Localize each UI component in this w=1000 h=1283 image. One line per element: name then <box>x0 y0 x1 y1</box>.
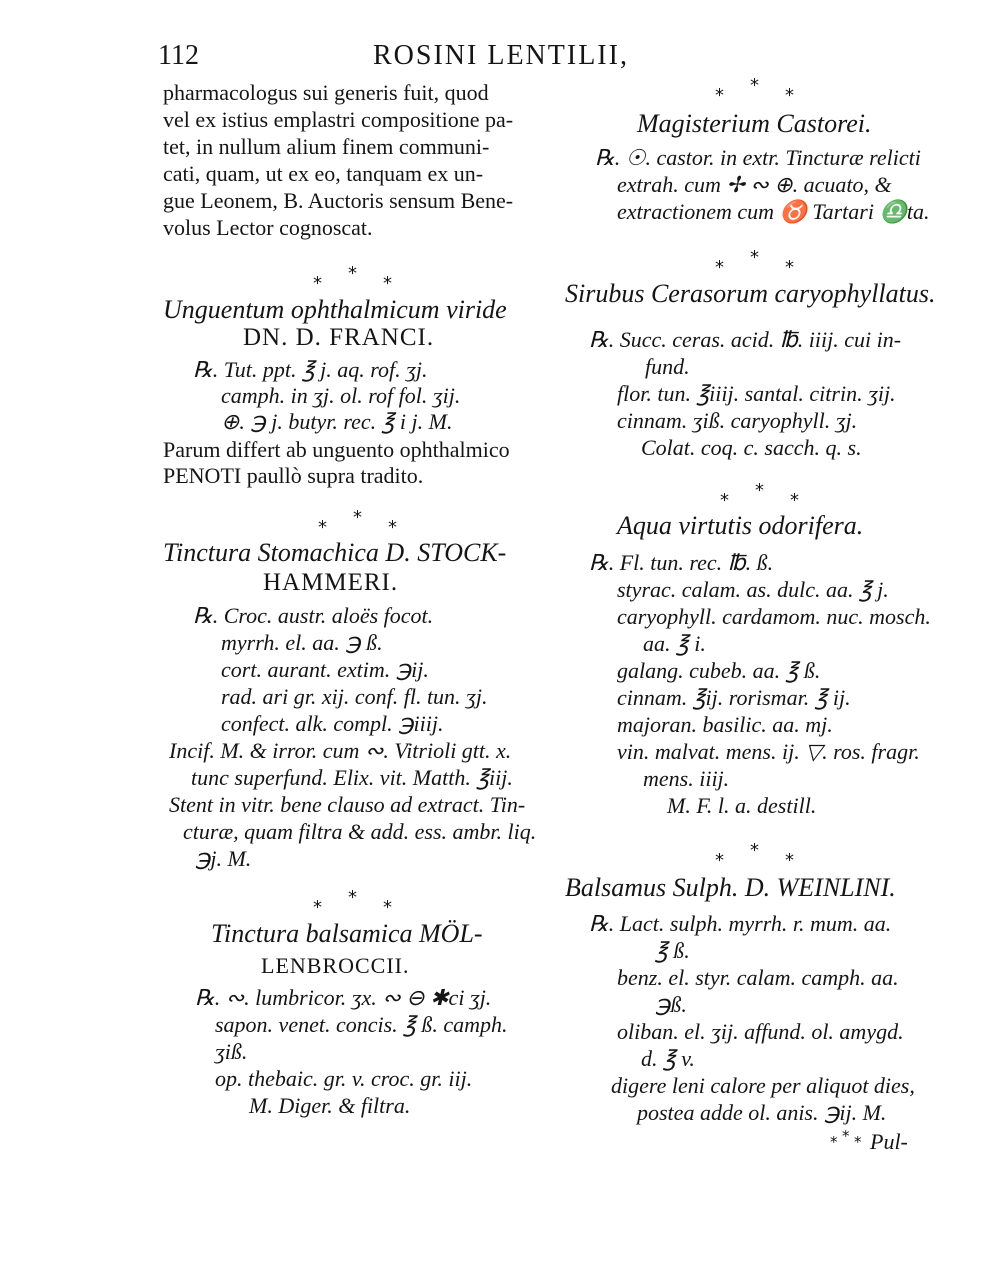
recipe-line: ℞. Succ. ceras. acid. ℔. iiij. cui in- <box>589 327 902 352</box>
recipe-note: PENOTI paullò supra tradito. <box>163 463 424 488</box>
recipe-line: camph. in ʒj. ol. rof fol. ʒij. <box>221 383 461 408</box>
recipe-line: aa. ℥ i. <box>643 631 706 656</box>
recipe-line: rad. ari gr. xij. conf. fl. tun. ʒj. <box>221 684 488 709</box>
recipe-line: M. F. l. a. destill. <box>667 793 817 818</box>
recipe-line: confect. alk. compl. ℈iiij. <box>221 711 444 736</box>
recipe-line: majoran. basilic. aa. mj. <box>617 712 833 737</box>
recipe-title: Unguentum ophthalmicum viride <box>163 295 507 324</box>
recipe-line: ℈j. M. <box>195 846 252 871</box>
recipe-title: Magisterium Castorei. <box>637 109 872 138</box>
recipe-note: Parum differt ab unguento ophthalmico <box>163 437 510 462</box>
recipe-line: sapon. venet. concis. ℥ ß. camph. <box>215 1012 508 1037</box>
recipe-line: ʒiß. <box>215 1039 248 1064</box>
intro-line: tet, in nullum alium finem communi- <box>163 134 490 159</box>
recipe-line: d. ℥ v. <box>641 1046 695 1071</box>
recipe-line: mens. iiij. <box>643 766 730 791</box>
recipe-title: Aqua virtutis odorifera. <box>617 511 864 540</box>
recipe-line: M. Diger. & filtra. <box>249 1093 411 1118</box>
recipe-title: Tinctura Stomachica D. STOCK- <box>163 538 507 567</box>
recipe-line: extractionem cum ♉ Tartari ♎ta. <box>617 199 930 224</box>
recipe-line: caryophyll. cardamom. nuc. mosch. <box>617 604 931 629</box>
recipe-line: oliban. el. ʒij. affund. ol. amygd. <box>617 1019 904 1044</box>
book-page: 112 ROSINI LENTILII, pharmacologus sui generis fuit, quod vel ex istius emplastri compositione pa- tet, in nullum alium finem communi- cati, quam, ut ex eo, tanquam ex un- gue Leonem, B. Auctoris sensum Bene- volus Lector cognoscat. * * * Unguentum ophthalmicum viride DN. D. FRANCI. ℞. Tut. ppt. ℥ j. aq. rof. ʒj. camph. in ʒj. ol. rof fol. ʒij. ⊕. ℈ j. butyr. rec. ℥ i j. M. Parum differt ab unguento ophthalmico PENOTI paullò supra tradito. * * * Tinctura Stomachica D. STOCK- HAMMERI. ℞. Croc. austr. aloës focot. myrrh. el. aa. ℈ ß. cort. aurant. extim. ℈ij. rad. ari gr. xij. conf. fl. tun. ʒj. confect. alk. compl. ℈iiij. Incif. M. & irror. cum ∾. Vitrioli gtt. x. tunc superfund. Elix. vit. Matth. ℥iij. Stent in vitr. bene clauso ad extract. Tin- cturæ, quam filtra & add. ess. ambr. liq. ℈j. M. * * * Tinctura balsamica MÖL- LENBROCCII. ℞. ∾. lumbricor. ʒx. ∾ ⊖ ✱ci ʒj. sapon. venet. concis. ℥ ß. camph. ʒiß. op. thebaic. gr. v. croc. gr. iij. M. Diger. & filtra. * * * Magisterium Castorei. ℞. ☉. castor. in extr. Tincturæ relicti extrah. cum ✢ ∾ ⊕. acuato, & extractionem cum ♉ Tartari ♎ta. * * * Sirubus Cerasorum caryophyllatus. ℞. Succ. ceras. acid. ℔. iiij. cui in- fund. flor. tun. ℥iiij. santal. citrin. ʒij. cinnam. ʒiß. caryophyll. ʒj. Colat. coq. c. sacch. q. s. * * * Aqua virtutis odorifera. ℞. Fl. tun. rec. ℔. ß. styrac. calam. as. dulc. aa. ℥ j. caryophyll. cardamom. nuc. mosch. aa. ℥ i. galang. cubeb. aa. ℥ ß. cinnam. ℥ij. rorismar. ℥ ij. majoran. basilic. aa. mj. vin. malvat. mens. ij. ▽. ros. fragr. mens. iiij. M. F. l. a. destill. * * * Balsamus Sulph. D. WEINLINI. ℞. Lact. sulph. myrrh. r. mum. aa. ℥ ß. benz. el. styr. calam. camph. aa. ℈ß. oliban. el. ʒij. affund. ol. amygd. d. ℥ v. digere leni calore per aliquot dies, postea adde ol. anis. ℈ij. M. * * * Pul- <box>158 40 936 1154</box>
recipe-author: DN. D. FRANCI. <box>243 324 435 351</box>
intro-line: gue Leonem, B. Auctoris sensum Bene- <box>163 188 514 213</box>
recipe-line: ℞. Lact. sulph. myrrh. r. mum. aa. <box>589 911 892 936</box>
recipe-line: styrac. calam. as. dulc. aa. ℥ j. <box>617 577 889 602</box>
recipe-line: ℞. Fl. tun. rec. ℔. ß. <box>589 550 774 575</box>
recipe-line: extrah. cum ✢ ∾ ⊕. acuato, & <box>617 172 892 197</box>
recipe-line: ℞. Tut. ppt. ℥ j. aq. rof. ʒj. <box>193 357 428 382</box>
recipe-line: tunc superfund. Elix. vit. Matth. ℥iij. <box>191 765 513 790</box>
recipe-line: cort. aurant. extim. ℈ij. <box>221 657 429 682</box>
recipe-line: flor. tun. ℥iiij. santal. citrin. ʒij. <box>617 381 896 406</box>
intro-line: pharmacologus sui generis fuit, quod <box>163 80 489 105</box>
recipe-line: ℈ß. <box>655 992 687 1017</box>
recipe-line: ℞. Croc. austr. aloës focot. <box>193 603 434 628</box>
recipe-line: benz. el. styr. calam. camph. aa. <box>617 965 899 990</box>
recipe-line: Stent in vitr. bene clauso ad extract. Tin- <box>169 792 526 817</box>
recipe-line: ⊕. ℈ j. butyr. rec. ℥ i j. M. <box>221 409 453 434</box>
catchword: Pul- <box>870 1129 908 1154</box>
recipe-line: Incif. M. & irror. cum ∾. Vitrioli gtt. x. <box>169 738 512 763</box>
recipe-line: ℞. ☉. castor. in extr. Tincturæ relicti <box>595 145 921 170</box>
recipe-line: cinnam. ʒiß. caryophyll. ʒj. <box>617 408 858 433</box>
intro-line: volus Lector cognoscat. <box>163 215 373 240</box>
page-number: 112 <box>158 40 199 71</box>
intro-line: vel ex istius emplastri compositione pa- <box>163 107 514 132</box>
recipe-title: Tinctura balsamica MÖL- <box>211 919 483 948</box>
recipe-author: HAMMERI. <box>263 569 399 596</box>
recipe-line: ℥ ß. <box>655 938 690 963</box>
recipe-title: Balsamus Sulph. D. WEINLINI. <box>565 873 896 902</box>
recipe-line: postea adde ol. anis. ℈ij. M. <box>637 1100 887 1125</box>
recipe-line: op. thebaic. gr. v. croc. gr. iij. <box>215 1066 473 1091</box>
running-head: ROSINI LENTILII, <box>373 40 629 71</box>
recipe-line: cinnam. ℥ij. rorismar. ℥ ij. <box>617 685 851 710</box>
recipe-line: galang. cubeb. aa. ℥ ß. <box>617 658 821 683</box>
recipe-line: fund. <box>645 354 690 379</box>
recipe-line: Colat. coq. c. sacch. q. s. <box>641 435 862 460</box>
recipe-line: vin. malvat. mens. ij. ▽. ros. fragr. <box>617 739 920 764</box>
recipe-line: myrrh. el. aa. ℈ ß. <box>221 630 383 655</box>
recipe-line: ℞. ∾. lumbricor. ʒx. ∾ ⊖ ✱ci ʒj. <box>195 985 492 1010</box>
recipe-author: LENBROCCII. <box>261 953 410 978</box>
recipe-title: Sirubus Cerasorum caryophyllatus. <box>565 279 936 308</box>
recipe-line: digere leni calore per aliquot dies, <box>611 1073 915 1098</box>
recipe-line: cturæ, quam filtra & add. ess. ambr. liq. <box>183 819 537 844</box>
intro-line: cati, quam, ut ex eo, tanquam ex un- <box>163 161 484 186</box>
page-header <box>158 40 728 80</box>
